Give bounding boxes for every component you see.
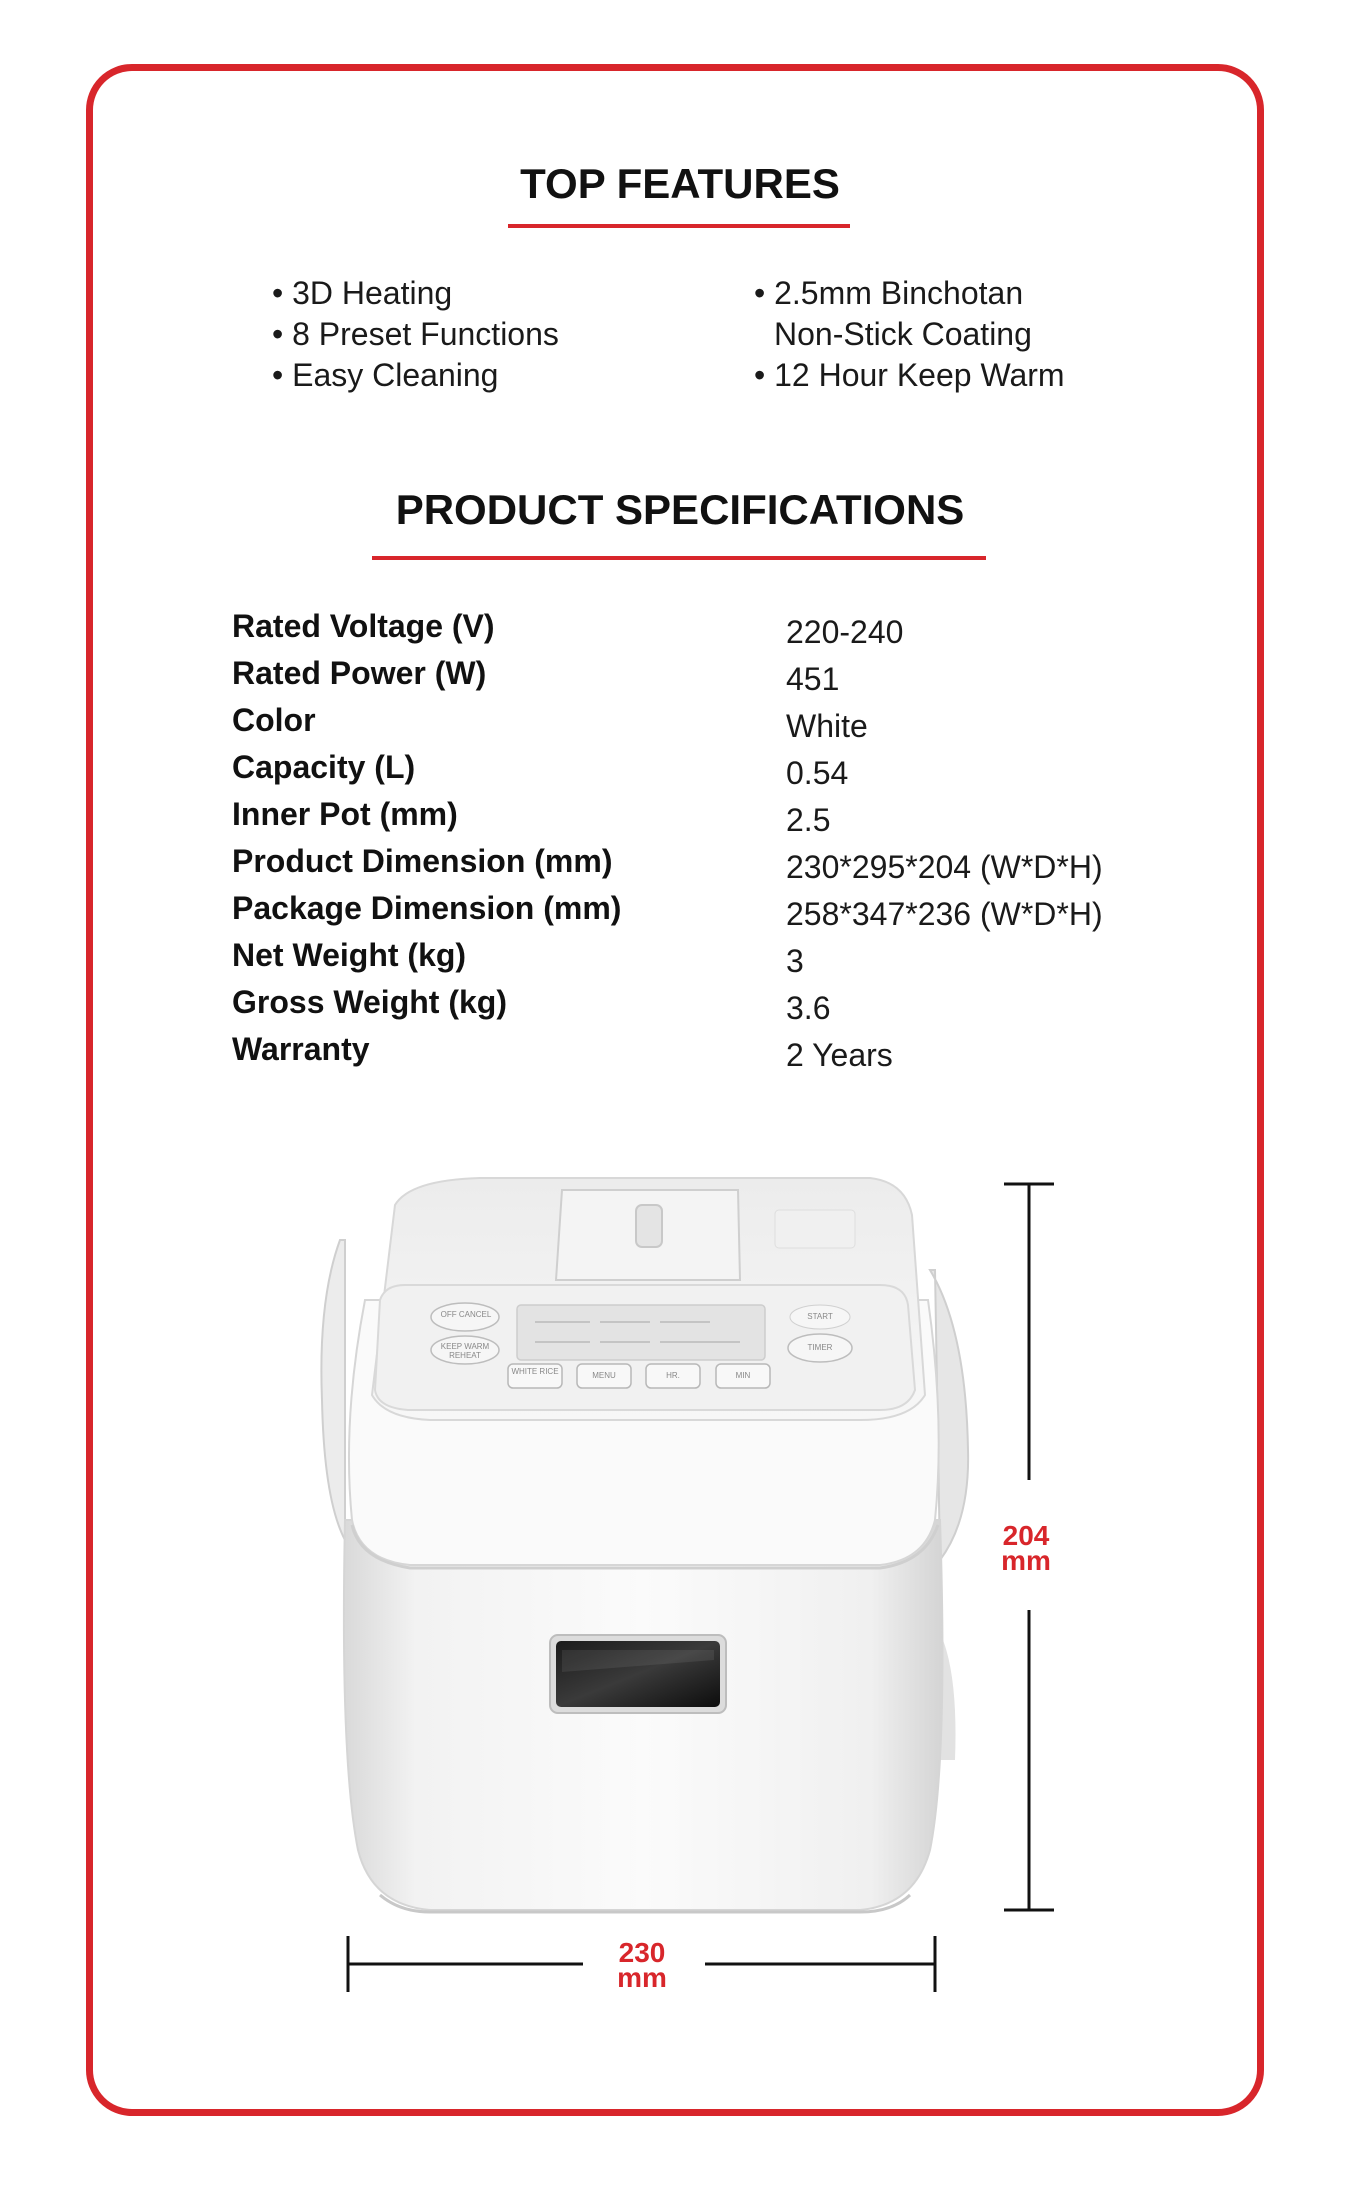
panel-label: TIMER: [807, 1343, 833, 1352]
panel-label: KEEP WARM REHEAT: [440, 1342, 490, 1360]
height-unit: mm: [1001, 1545, 1051, 1576]
feature-item: • 12 Hour Keep Warm: [754, 357, 1065, 393]
panel-button-label: WHITE RICE: [511, 1367, 559, 1376]
spec-label: Gross Weight (kg): [232, 984, 507, 1020]
spec-label: Capacity (L): [232, 749, 416, 785]
spec-value: 451: [786, 661, 840, 697]
top-features-title: TOP FEATURES: [520, 160, 840, 207]
spec-value: 230*295*204 (W*D*H): [786, 849, 1103, 885]
spec-label: Rated Voltage (V): [232, 608, 495, 644]
panel-button-label: MENU: [592, 1371, 616, 1380]
panel-label: OFF CANCEL: [440, 1310, 492, 1319]
width-unit: mm: [617, 1962, 667, 1993]
width-value: 230: [618, 1937, 666, 1968]
width-dimension-label: [602, 1937, 682, 1993]
spec-label: Color: [232, 702, 316, 738]
spec-label: Net Weight (kg): [232, 937, 467, 973]
cooker-body: [344, 1520, 943, 1910]
panel-button-label: HR.: [666, 1371, 680, 1380]
spec-value: 220-240: [786, 614, 904, 650]
feature-item: • 2.5mm Binchotan: [754, 275, 1024, 311]
spec-value: 258*347*236 (W*D*H): [786, 896, 1103, 932]
feature-item: • Easy Cleaning: [272, 357, 499, 393]
specs-title: PRODUCT SPECIFICATIONS: [395, 486, 965, 533]
spec-value: 3: [786, 943, 804, 979]
spec-label: Package Dimension (mm): [232, 890, 622, 926]
spec-value: White: [786, 708, 868, 744]
spec-label: Inner Pot (mm): [232, 796, 458, 832]
panel-button-label: MIN: [735, 1371, 751, 1380]
spec-value: 3.6: [786, 990, 831, 1026]
lcd-display: [517, 1305, 765, 1360]
feature-item: • 8 Preset Functions: [272, 316, 559, 352]
spec-label: Rated Power (W): [232, 655, 487, 691]
panel-label: START: [807, 1312, 833, 1321]
spec-label: Product Dimension (mm): [232, 843, 613, 879]
feature-item: Non-Stick Coating: [774, 316, 1032, 352]
spec-value: 2 Years: [786, 1037, 893, 1073]
spec-value: 2.5: [786, 802, 831, 838]
height-dimension-label: [986, 1520, 1066, 1576]
feature-item: • 3D Heating: [272, 275, 453, 311]
spec-value: 0.54: [786, 755, 849, 791]
left-handle: [321, 1240, 345, 1540]
spec-label: Warranty: [232, 1031, 370, 1067]
height-value: 204: [1002, 1520, 1050, 1551]
